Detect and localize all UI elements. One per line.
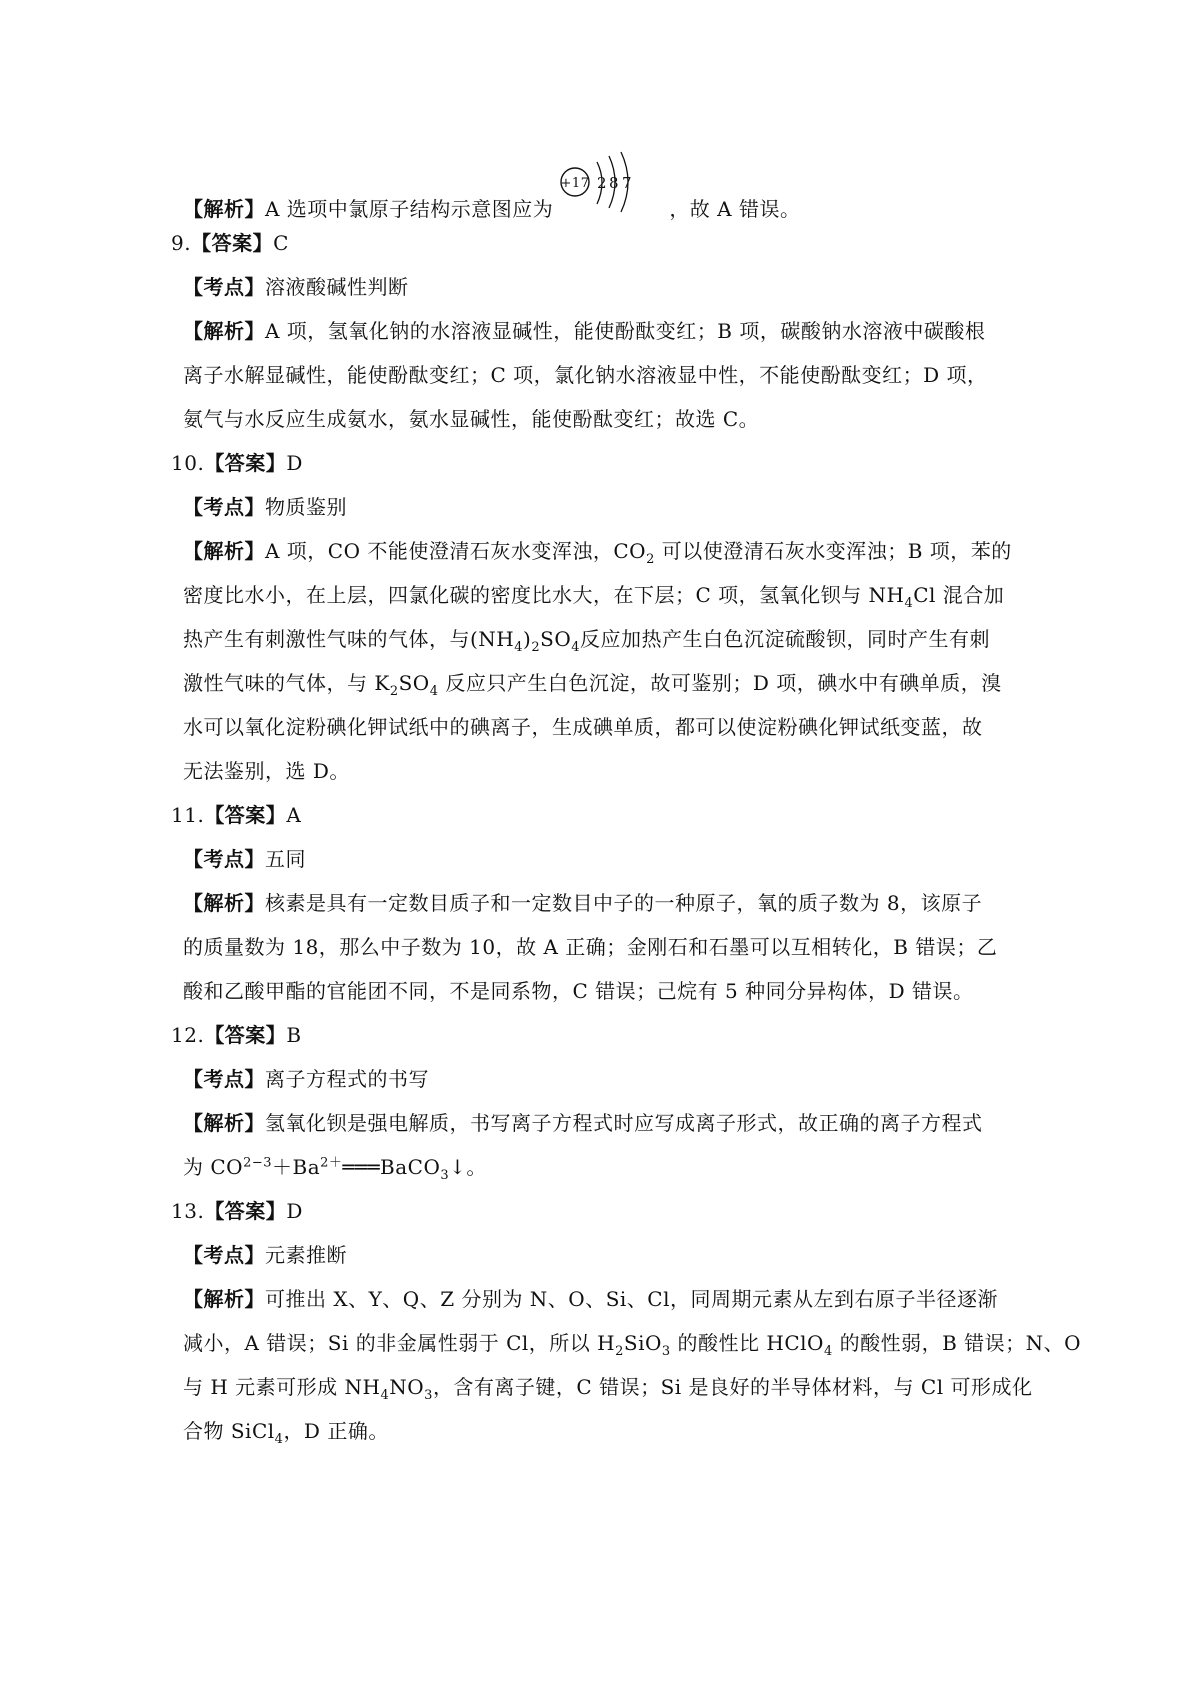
analysis-tag: 【解析】 xyxy=(183,1287,265,1311)
answer-value: D xyxy=(286,451,303,475)
analysis-text: 合物 SiCl xyxy=(183,1419,275,1443)
question-11-topic xyxy=(183,847,1063,871)
subscript: 2 xyxy=(531,640,541,655)
analysis-text: 为 CO xyxy=(183,1155,244,1179)
question-13-answer xyxy=(171,1199,1051,1223)
question-10-analysis-line-4 xyxy=(183,671,1063,699)
analysis-text: 氨气与水反应生成氨水，氨水显碱性，能使酚酞变红；故选 C。 xyxy=(183,407,760,431)
analysis-text: NO xyxy=(389,1375,425,1399)
analysis-text: 可以使澄清石灰水变浑浊；B 项，苯的 xyxy=(654,539,1012,563)
answer-tag: 【答案】 xyxy=(191,231,274,255)
question-9-analysis-line-1 xyxy=(183,319,1063,343)
question-9-analysis-line-3 xyxy=(183,407,1063,431)
chlorine-atom-structure-diagram xyxy=(557,174,647,216)
analysis-text: 无法鉴别，选 D。 xyxy=(183,759,350,783)
analysis-text: 离子水解显碱性，能使酚酞变红；C 项，氯化钠水溶液显中性，不能使酚酞变红；D 项， xyxy=(183,363,988,387)
analysis-text: 反应只产生白色沉淀，故可鉴别；D 项，碘水中有碘单质，溴 xyxy=(438,671,1002,695)
answer-value: D xyxy=(286,1199,303,1223)
question-11-analysis-line-1 xyxy=(183,891,1063,915)
analysis-text: SO xyxy=(540,627,572,651)
question-10-answer xyxy=(171,451,1051,475)
subscript: 4 xyxy=(429,684,439,699)
analysis-text: ═══BaCO xyxy=(342,1155,441,1179)
topic-tag: 【考点】 xyxy=(183,495,265,519)
subscript: 3 xyxy=(424,1388,433,1403)
analysis-text: A 项，CO 不能使澄清石灰水变浑浊，CO xyxy=(265,539,647,563)
question-12-topic xyxy=(183,1067,1063,1091)
question-10-analysis-line-2 xyxy=(183,583,1063,611)
analysis-tag: 【解析】 xyxy=(183,197,265,221)
question-9-analysis-line-2 xyxy=(183,363,1063,387)
analysis-text: 水可以氧化淀粉碘化钾试纸中的碘离子，生成碘单质，都可以使淀粉碘化钾试纸变蓝，故 xyxy=(183,715,983,739)
analysis-text: 氢氧化钡是强电解质，书写离子方程式时应写成离子形式，故正确的离子方程式 xyxy=(265,1111,983,1135)
subscript: 3 xyxy=(440,1168,450,1183)
subscript: 4 xyxy=(571,640,581,655)
nucleus-charge: +17 xyxy=(560,176,590,191)
topic-tag: 【考点】 xyxy=(183,847,265,871)
analysis-text: SiO xyxy=(623,1331,662,1355)
answer-tag: 【答案】 xyxy=(204,803,287,827)
shell-electrons-1: 2 xyxy=(597,174,608,192)
topic-tag: 【考点】 xyxy=(183,1243,265,1267)
subscript: 2 xyxy=(615,1344,624,1359)
question-12-analysis-line-2 xyxy=(183,1155,1063,1183)
answer-tag: 【答案】 xyxy=(204,451,287,475)
question-11-analysis-line-3 xyxy=(183,979,1063,1003)
answer-tag: 【答案】 xyxy=(204,1023,287,1047)
analysis-text: 与 H 元素可形成 NH xyxy=(183,1375,381,1399)
analysis-text: 反应加热产生白色沉淀硫酸钡，同时产生有刺 xyxy=(580,627,991,651)
topic-text: 离子方程式的书写 xyxy=(265,1067,429,1091)
question-13-analysis-line-2 xyxy=(183,1331,1082,1359)
question-10-topic xyxy=(183,495,1063,519)
atom-structure-svg xyxy=(557,148,647,218)
question-number: 13. xyxy=(171,1199,205,1223)
answer-value: B xyxy=(286,1023,302,1047)
analysis-tag: 【解析】 xyxy=(183,1111,265,1135)
analysis-text: A 选项中氯原子结构示意图应为 xyxy=(265,197,554,221)
analysis-tag: 【解析】 xyxy=(183,891,265,915)
superscript: 2＋ xyxy=(320,1155,343,1171)
analysis-text: A 项，氢氧化钠的水溶液显碱性，能使酚酞变红；B 项，碳酸钠水溶液中碳酸根 xyxy=(265,319,986,343)
analysis-text: 的质量数为 18，那么中子数为 10，故 A 正确；金刚石和石墨可以互相转化，B 错误；乙 xyxy=(183,935,998,959)
question-11-analysis-line-2 xyxy=(183,935,1063,959)
question-10-analysis-line-1 xyxy=(183,539,1063,567)
analysis-text: 减小，A 错误；Si 的非金属性弱于 Cl，所以 H xyxy=(183,1331,616,1355)
question-9-topic xyxy=(183,275,1063,299)
subscript: 3 xyxy=(661,1344,671,1359)
question-12-answer xyxy=(171,1023,1051,1047)
question-10-analysis-line-5 xyxy=(183,715,1063,739)
analysis-tag: 【解析】 xyxy=(183,319,265,343)
question-number: 11. xyxy=(171,803,205,827)
topic-tag: 【考点】 xyxy=(183,275,265,299)
analysis-text: 热产生有刺激性气味的气体，与(NH xyxy=(183,627,515,651)
topic-text: 五同 xyxy=(265,847,306,871)
analysis-tag: 【解析】 xyxy=(183,539,265,563)
question-13-analysis-line-4 xyxy=(183,1419,1063,1447)
question-10-analysis-line-3 xyxy=(183,627,1063,655)
analysis-text: 核素是具有一定数目质子和一定数目中子的一种原子，氧的质子数为 8，该原子 xyxy=(265,891,983,915)
subscript: 4 xyxy=(514,640,524,655)
shell-electrons-3: 7 xyxy=(622,174,633,192)
topic-text: 溶液酸碱性判断 xyxy=(265,275,409,299)
question-13-topic xyxy=(183,1243,1063,1267)
analysis-text: 密度比水小，在上层，四氯化碳的密度比水大，在下层；C 项，氢氧化钡与 NH xyxy=(183,583,905,607)
analysis-text: ，含有离子键，C 错误；Si 是良好的半导体材料，与 Cl 可形成化 xyxy=(432,1375,1033,1399)
question-11-answer xyxy=(171,803,1051,827)
answer-tag: 【答案】 xyxy=(204,1199,287,1223)
topic-text: 物质鉴别 xyxy=(265,495,347,519)
subscript: 4 xyxy=(823,1344,833,1359)
question-number: 9. xyxy=(171,231,192,255)
question-number: 10. xyxy=(171,451,205,475)
shell-electrons-2: 8 xyxy=(609,174,620,192)
subscript: 2 xyxy=(389,684,399,699)
subscript: 4 xyxy=(904,596,914,611)
analysis-text: ，D 正确。 xyxy=(283,1419,389,1443)
analysis-text: 的酸性弱，B 错误；N、O xyxy=(832,1331,1082,1355)
analysis-text: ) xyxy=(523,627,532,651)
question-9-answer xyxy=(171,231,1051,255)
superscript: 2−3 xyxy=(243,1155,272,1171)
question-10-analysis-line-6 xyxy=(183,759,1063,783)
question-13-analysis-line-3 xyxy=(183,1375,1063,1403)
analysis-text: SO xyxy=(398,671,430,695)
analysis-text: 可推出 X、Y、Q、Z 分别为 N、O、Si、Cl，同周期元素从左到右原子半径逐渐 xyxy=(265,1287,998,1311)
analysis-text: ＋Ba xyxy=(272,1155,321,1179)
analysis-text: Cl 混合加 xyxy=(913,583,1005,607)
subscript: 2 xyxy=(646,552,655,567)
analysis-line xyxy=(183,174,1063,221)
analysis-text: 酸和乙酸甲酯的官能团不同，不是同系物，C 错误；己烷有 5 种同分异构体，D 错误。 xyxy=(183,979,974,1003)
question-13-analysis-line-1 xyxy=(183,1287,1063,1311)
answer-value: A xyxy=(286,803,302,827)
subscript: 4 xyxy=(274,1432,284,1447)
topic-tag: 【考点】 xyxy=(183,1067,265,1091)
question-12-analysis-line-1 xyxy=(183,1111,1063,1135)
topic-text: 元素推断 xyxy=(265,1243,347,1267)
analysis-text: ↓。 xyxy=(449,1155,487,1179)
answer-value: C xyxy=(273,231,289,255)
analysis-text: 激性气味的气体，与 K xyxy=(183,671,390,695)
subscript: 4 xyxy=(380,1388,390,1403)
analysis-text: 的酸性比 HClO xyxy=(670,1331,824,1355)
analysis-text-after: ，故 A 错误。 xyxy=(669,197,801,221)
question-number: 12. xyxy=(171,1023,205,1047)
